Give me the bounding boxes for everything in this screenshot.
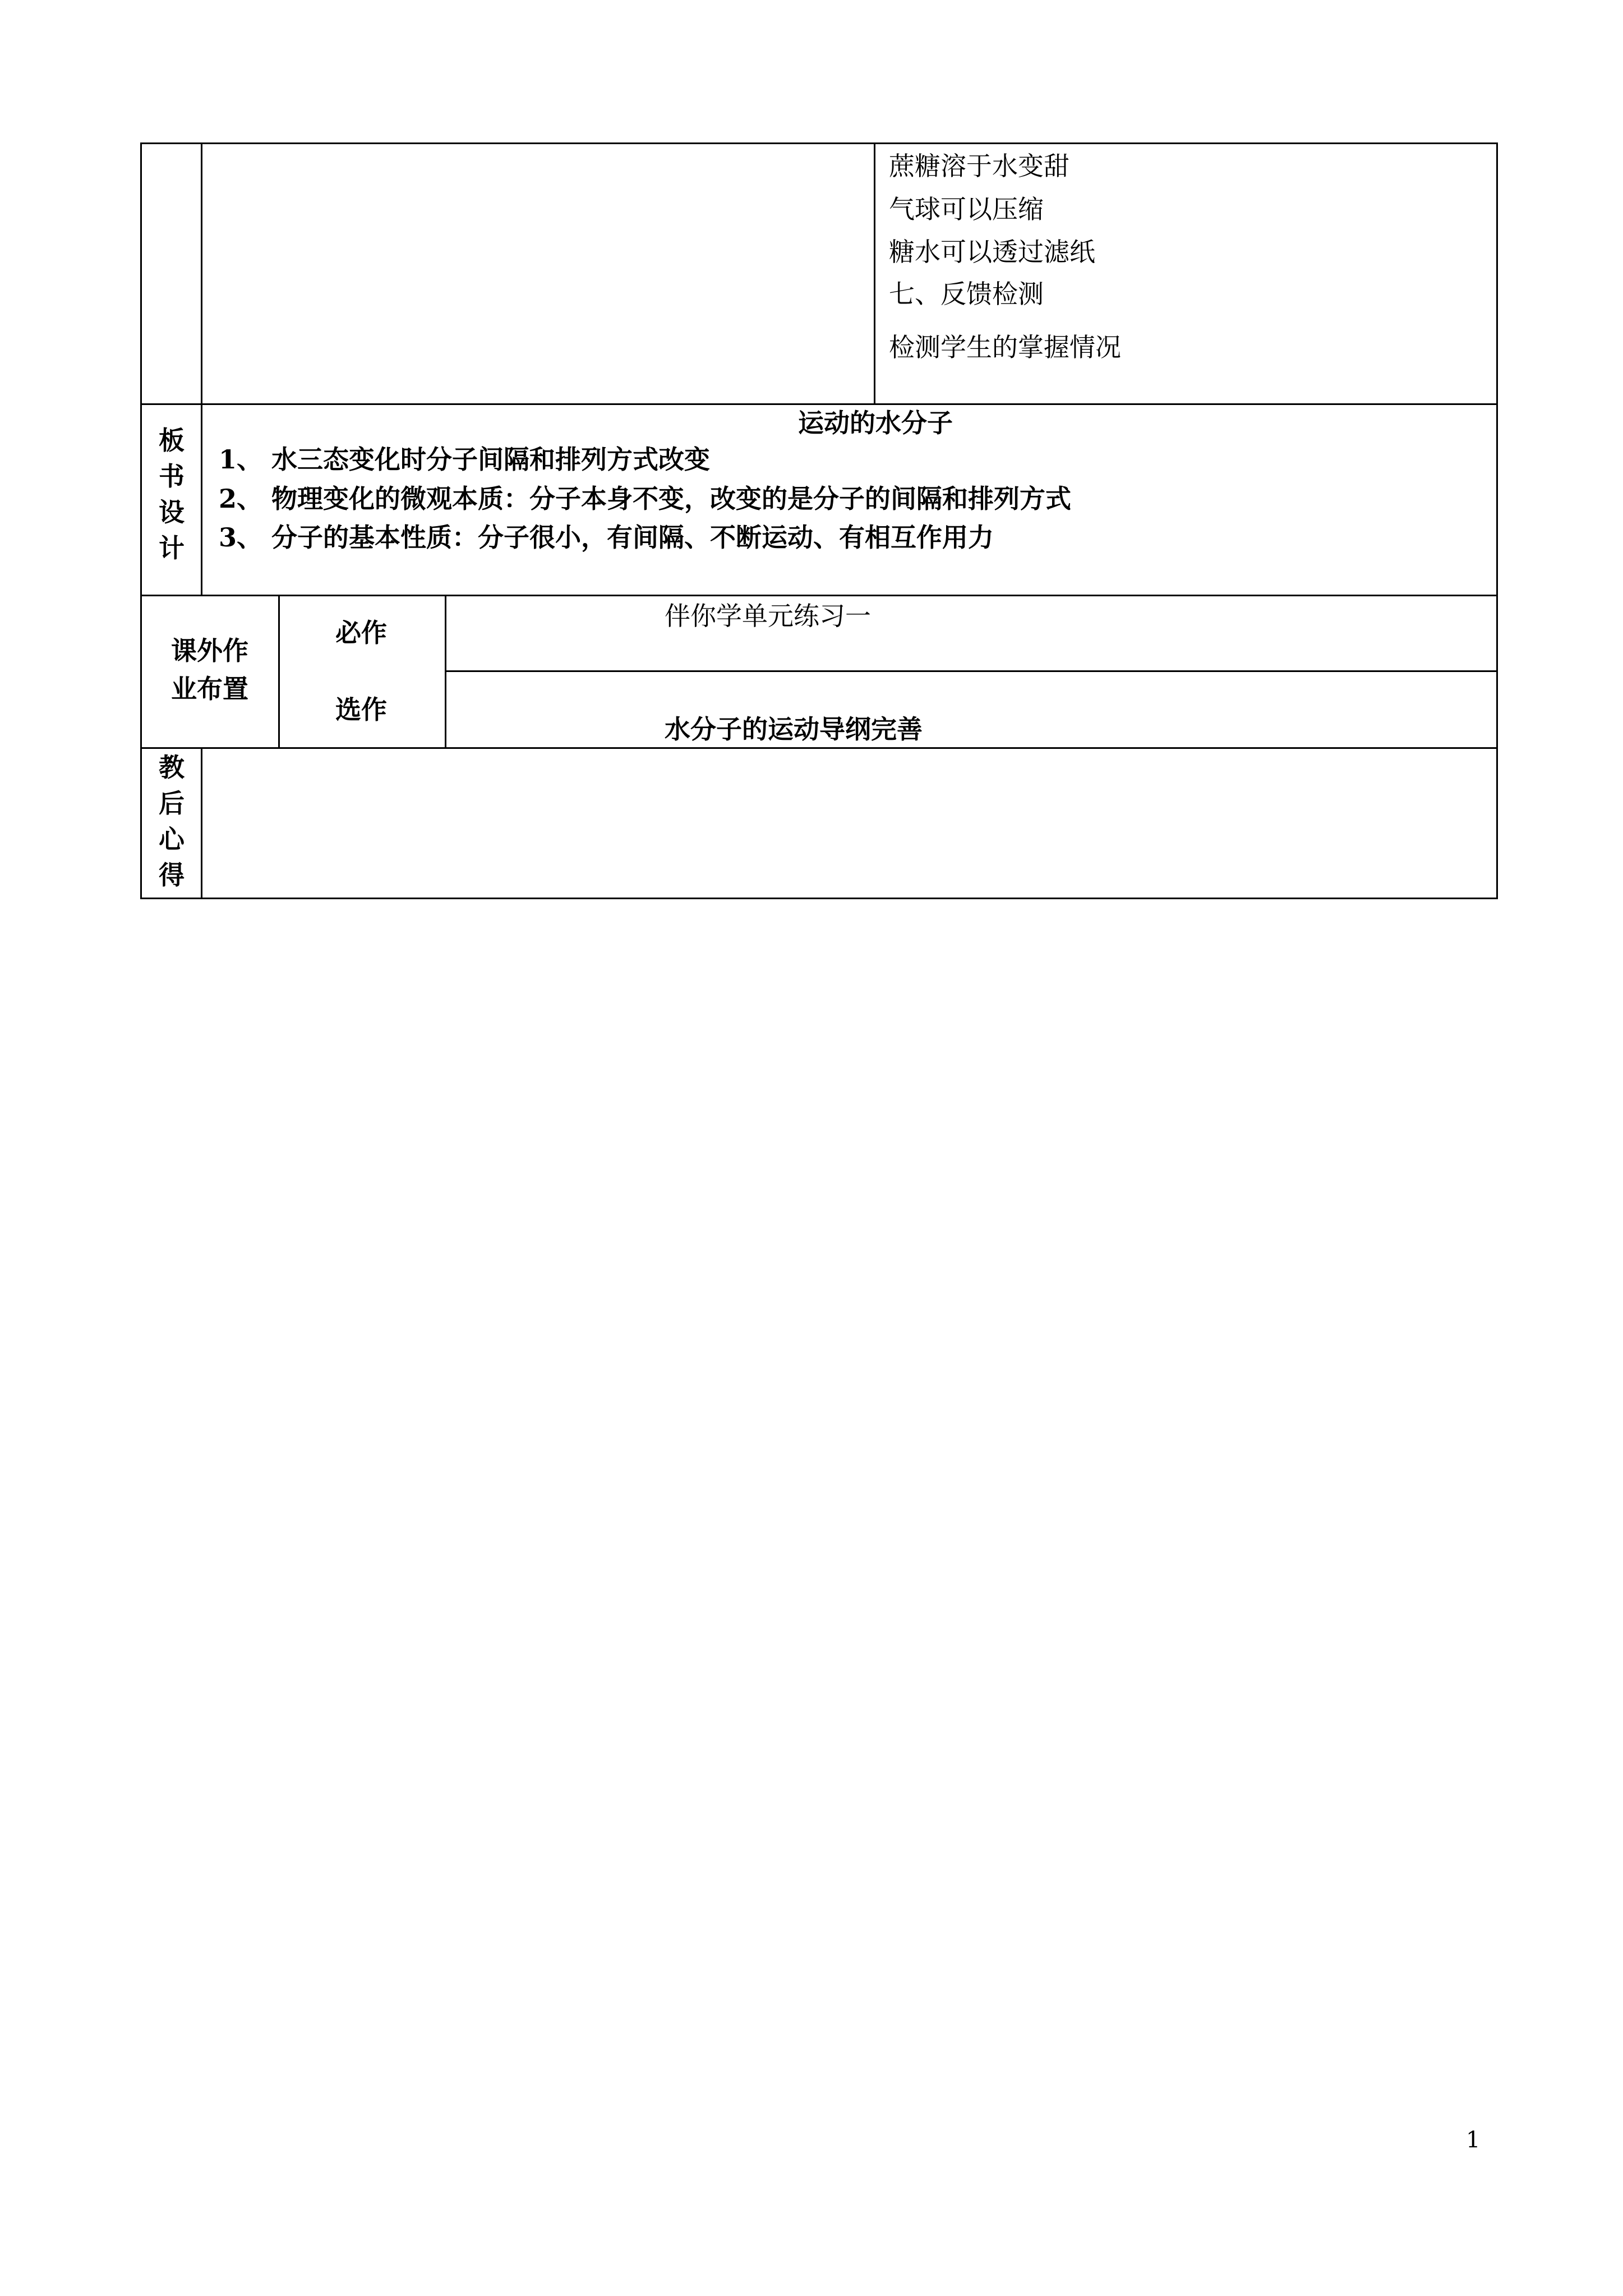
label-char: 计: [159, 533, 185, 563]
label-char: 心: [159, 824, 185, 854]
reflection-label: [155, 754, 188, 898]
required-content: 伴你学单元练习一: [665, 601, 871, 631]
board-design-title: 运动的水分子: [798, 408, 953, 438]
label-char: 得: [159, 860, 185, 890]
label-char: 板: [159, 425, 185, 455]
homework-label-line2: 业布置: [171, 674, 248, 704]
board-design-label: [155, 427, 188, 571]
board-design-point: 1、 水三态变化时分子间隔和排列方式改变: [219, 444, 711, 475]
optional-label: 选作: [335, 694, 387, 725]
label-char: 设: [159, 497, 185, 527]
activity-line: 检测学生的掌握情况: [889, 332, 1121, 362]
label-char: 书: [159, 461, 185, 491]
required-label: 必作: [335, 618, 387, 648]
activity-line: 糖水可以透过滤纸: [889, 237, 1095, 267]
activity-line: 气球可以压缩: [889, 194, 1044, 224]
board-design-point: 2、 物理变化的微观本质：分子本身不变，改变的是分子的间隔和排列方式: [219, 484, 1072, 514]
board-design-point: 3、 分子的基本性质：分子很小，有间隔、不断运动、有相互作用力: [219, 522, 994, 553]
optional-content: 水分子的运动导纲完善: [665, 714, 923, 744]
label-char: 后: [159, 788, 185, 818]
activity-line: 蔗糖溶于水变甜: [889, 151, 1069, 181]
activity-line: 七、反馈检测: [889, 279, 1044, 309]
page-number: 1: [1466, 2127, 1481, 2153]
label-char: 教: [159, 752, 185, 783]
homework-label-line1: 课外作: [171, 636, 248, 666]
